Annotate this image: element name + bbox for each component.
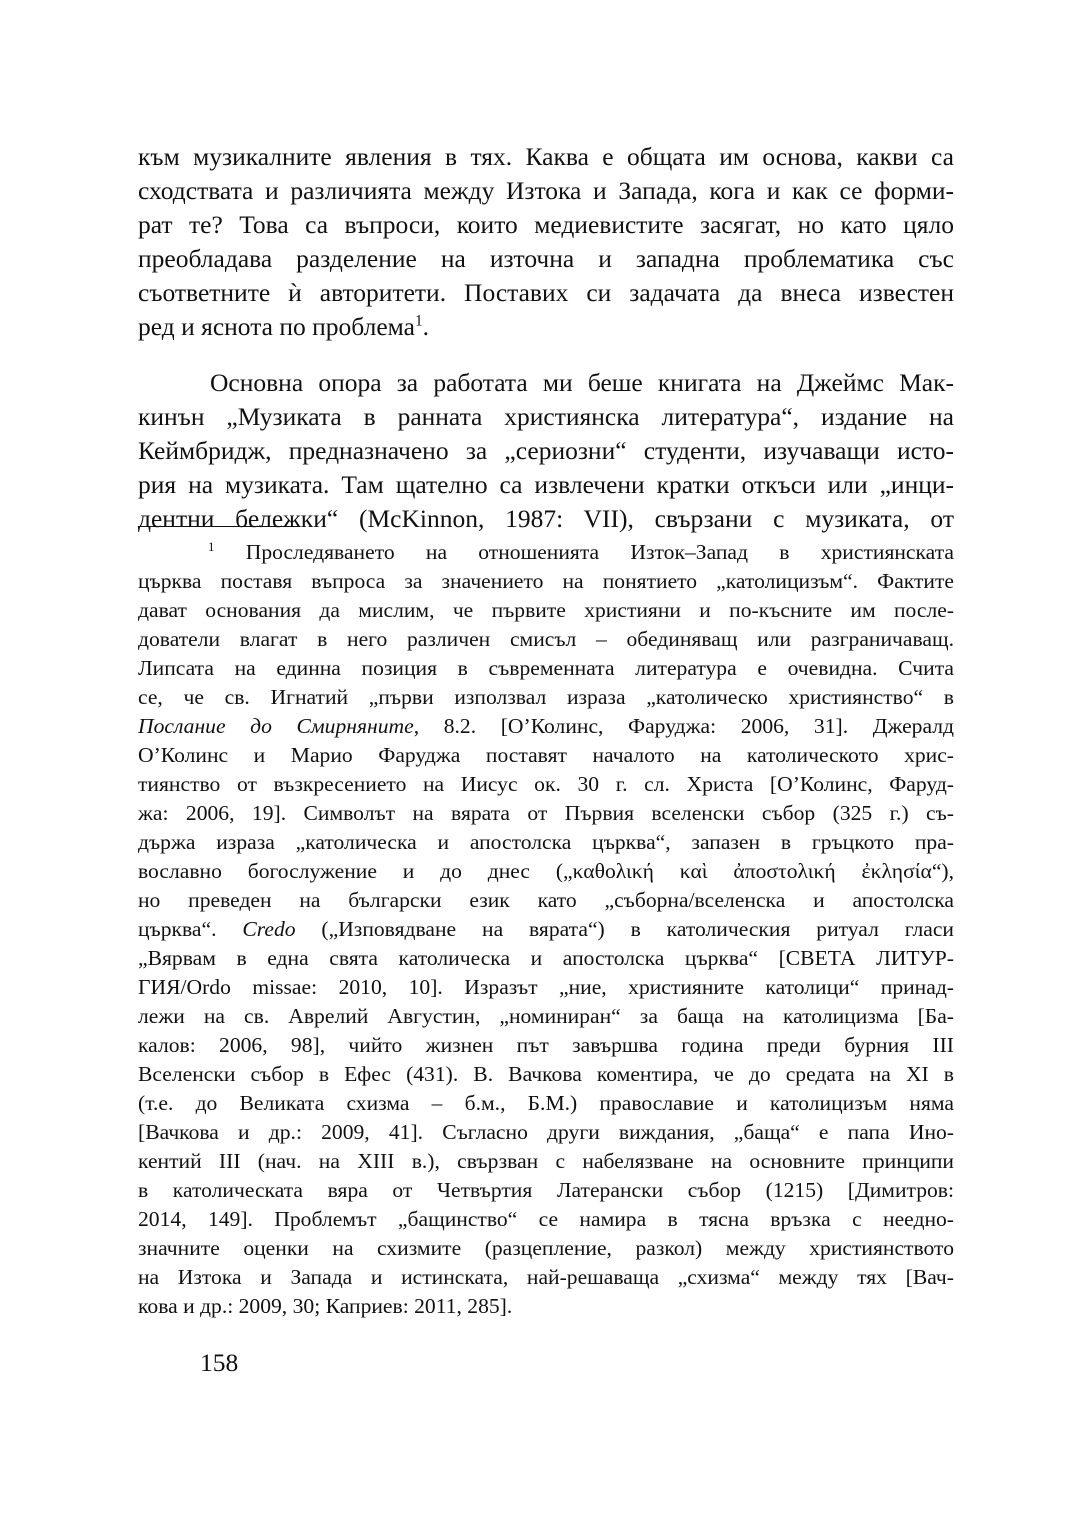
- footnote-line: „Вярвам в една свята католическа и апостолска църква“ [СВЕТА ЛИТУР-: [138, 946, 954, 970]
- footnote-line-last: кова и др.: 2009, 30; Каприев: 2011, 285].: [138, 1294, 513, 1318]
- footnote-line: лежи на св. Аврелий Августин, „номиниран“ за баща на католицизма [Ба-: [138, 1004, 954, 1028]
- footnote-separator: [138, 526, 298, 527]
- footnote-line: ГИЯ/Ordo missae: 2010, 10]. Изразът „ние, християните католици“ принад-: [138, 975, 954, 999]
- footnote-line: [138, 712, 954, 741]
- body-line: сходствата и различията между Изтока и Запада, кога и как се форми-: [138, 176, 954, 205]
- footnote-text: Проследяването на отношенията Изток–Запад в християнската: [245, 540, 954, 564]
- footnote-line: вославно богослужение и до днес („καθολική καὶ ἀποστολική ἐκλησία“),: [138, 859, 954, 883]
- body-line: Кеймбридж, предназначено за „сериозни“ студенти, изучаващи исто-: [138, 436, 954, 465]
- body-line-indented: Основна опора за работата ми беше книгата на Джеймс Мак-: [210, 368, 954, 397]
- footnote-line: [138, 915, 954, 944]
- body-line: към музикалните явления в тях. Каква е общата им основа, какви са: [138, 142, 954, 171]
- paragraph-end-text: ред и яснота по проблема: [138, 312, 415, 341]
- body-line: рат те? Това са въпроси, които медиевистите засягат, но като цяло: [138, 210, 954, 239]
- body-line: съответните ѝ авторитети. Поставих си задачата да внеса известен: [138, 278, 954, 307]
- footnote-line: дователи влагат в него различен смисъл – обединяващ или разграничаващ.: [138, 627, 954, 651]
- footnote-line: значните оценки на схизмите (разцепление, разкол) между християнството: [138, 1236, 954, 1260]
- footnote-line: (т.е. до Великата схизма – б.м., Б.М.) православие и католицизъм няма: [138, 1091, 954, 1115]
- footnote-text: църква“.: [138, 917, 243, 941]
- footnote-line: [Вачкова и др.: 2009, 41]. Съгласно други виждания, „баща“ е папа Ино-: [138, 1120, 954, 1144]
- footnote-line: 2014, 149]. Проблемът „бащинство“ се намира в тясна връзка с нееднo-: [138, 1207, 954, 1231]
- body-line-last: [138, 310, 954, 344]
- footnote-reference: 1: [414, 312, 423, 330]
- footnote-line: жа: 2006, 19]. Символът на вярата от Първия вселенски събор (325 г.) съ-: [138, 801, 954, 825]
- footnote-text: („Изповядване на вярата“) в католическия ритуал гласи: [295, 917, 954, 941]
- footnote-line: Вселенски събор в Ефес (431). В. Вачкова коментира, че до средата на XI в: [138, 1062, 954, 1086]
- footnote-line: в католическата вяра от Четвъртия Латерански събор (1215) [Димитров:: [138, 1178, 954, 1202]
- body-line: кинън „Музиката в ранната християнска литература“, издание на: [138, 402, 954, 431]
- footnote-line: се, че св. Игнатий „първи използвал израза „католическо християнство“ в: [138, 685, 954, 709]
- footnote-marker: 1: [208, 538, 215, 554]
- italic-title: Послание до Смирняните: [138, 714, 414, 738]
- body-line: рия на музиката. Там щателно са извлечени кратки откъси или „инци-: [138, 470, 954, 499]
- footnote-line: но преведен на български език като „съборна/вселенска и апостолска: [138, 888, 954, 912]
- footnote-line: Липсата на единна позиция в съвременната литература е очевидна. Счита: [138, 656, 954, 680]
- italic-term: Credo: [242, 917, 296, 941]
- footnote-line: дават основания да мислим, че първите християни и по-късните им после-: [138, 598, 954, 622]
- footnote-line: калов: 2006, 98], чийто жизнен път завършва година преди бурния III: [138, 1033, 954, 1057]
- footnote-line: държа израза „католическа и апостолска църква“, запазен в гръцкото пра-: [138, 830, 954, 854]
- footnote-text: , 8.2. [О’Колинс, Фаруджа: 2006, 31]. Джералд: [413, 714, 955, 738]
- page-number: 158: [200, 1348, 239, 1377]
- period: .: [422, 312, 429, 341]
- body-line: дентни бележки“ (McKinnon, 1987: VII), свързани с музиката, от: [138, 504, 954, 533]
- footnote-line: тиянство от възкресението на Иисус ок. 30 г. сл. Христа [О’Колинс, Фаруд-: [138, 772, 954, 796]
- body-line: преобладава разделение на източна и западна проблематика със: [138, 244, 954, 273]
- footnote-line: О’Колинс и Марио Фаруджа поставят началото на католическото хрис-: [138, 743, 954, 767]
- footnote-line: на Изтока и Запада и истинската, най-решаваща „схизма“ между тях [Вач-: [138, 1265, 954, 1289]
- footnote-first-line: [138, 538, 954, 567]
- footnote-line: кентий III (нач. на XIII в.), свързван с набелязване на основните принципи: [138, 1149, 954, 1173]
- footnote-line: църква поставя въпроса за значението на понятието „католицизъм“. Фактите: [138, 569, 954, 593]
